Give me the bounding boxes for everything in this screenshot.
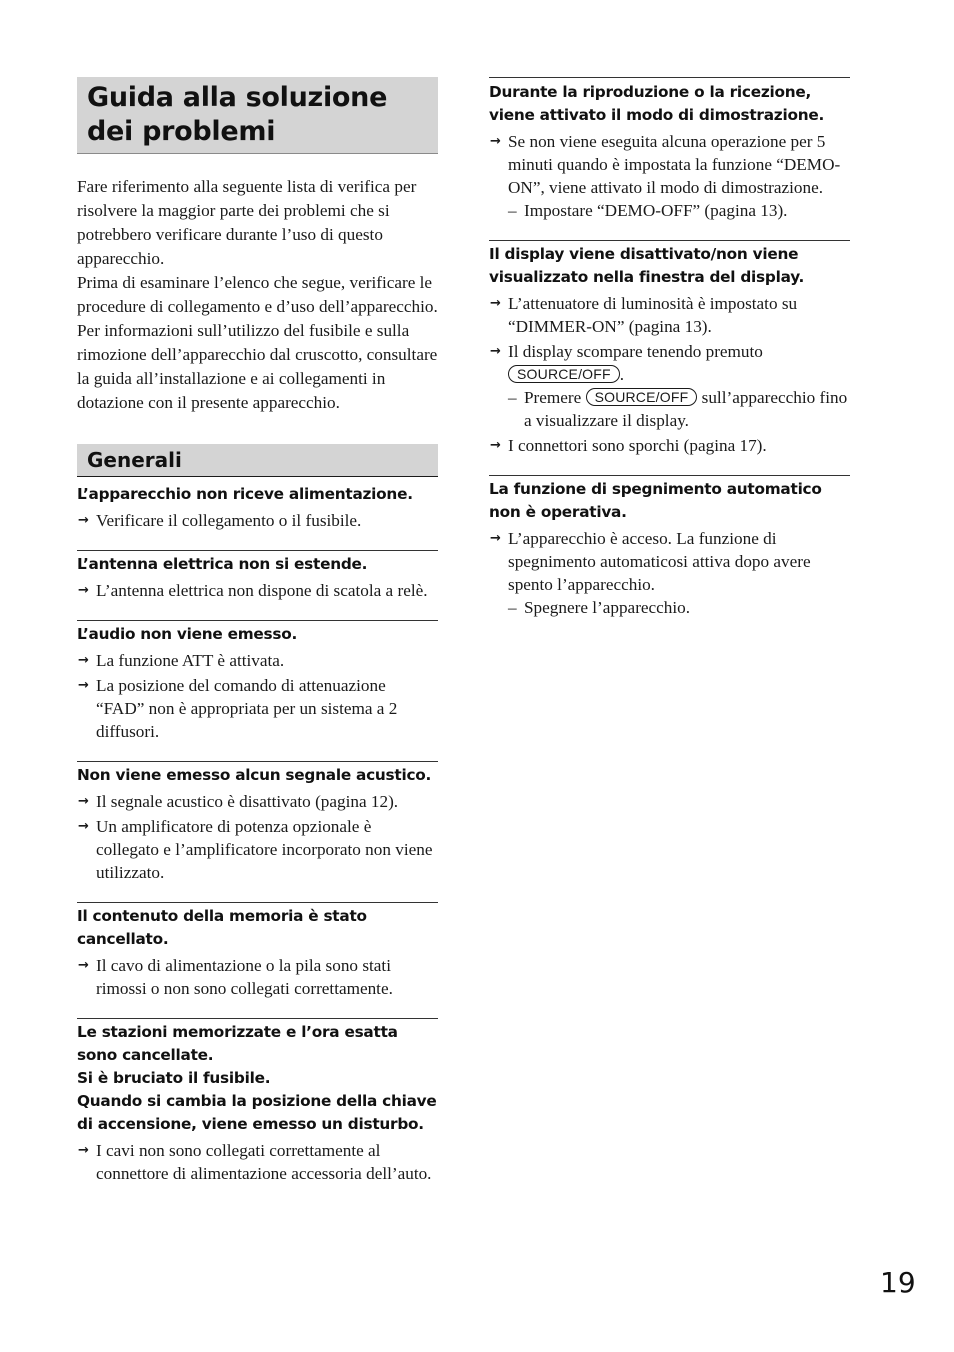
arrow-icon: → xyxy=(78,678,89,693)
solution-item xyxy=(77,509,438,532)
solution-text: . xyxy=(619,365,625,384)
page-title: Guida alla soluzione dei problemi xyxy=(87,82,388,147)
arrow-icon: → xyxy=(78,958,89,973)
solution-item xyxy=(77,790,438,813)
arrow-icon: → xyxy=(78,1143,89,1158)
sub-solution-text: Premere xyxy=(524,388,582,407)
arrow-icon: → xyxy=(490,344,501,359)
problem-block xyxy=(489,475,850,619)
solution-item xyxy=(489,434,850,457)
problem-heading: L’audio non viene emesso. xyxy=(77,625,298,643)
solution-item xyxy=(77,815,438,884)
arrow-icon: → xyxy=(78,583,89,598)
sub-solution-text: Impostare “DEMO-OFF” (pagina 13). xyxy=(524,201,788,220)
solution-item xyxy=(77,649,438,672)
arrow-icon: → xyxy=(78,794,89,809)
solution-text: I connettori sono sporchi (pagina 17). xyxy=(508,436,767,455)
solution-item xyxy=(77,954,438,1000)
problem-heading: La funzione di spegnimento automatico non è operativa. xyxy=(489,480,822,521)
arrow-icon: → xyxy=(490,438,501,453)
problem-heading: Durante la riproduzione o la ricezione, viene attivato il modo di dimostrazione. xyxy=(489,83,825,124)
problem-block xyxy=(489,240,850,457)
problem-heading: Il contenuto della memoria è stato cancellato. xyxy=(77,907,367,948)
problem-heading: Le stazioni memorizzate e l’ora esatta sono cancellate. xyxy=(77,1023,398,1064)
solution-item xyxy=(489,340,850,386)
problem-heading: Quando si cambia la posizione della chiave di accensione, viene emesso un disturbo. xyxy=(77,1092,437,1133)
page-title-box xyxy=(77,77,438,154)
intro-paragraph: Prima di esaminare l’elenco che segue, verificare le procedure di collegamento e d’uso dell’apparecchio. xyxy=(77,273,438,316)
sub-solution-item xyxy=(489,199,850,222)
problem-block xyxy=(77,761,438,884)
dash-marker: – xyxy=(508,598,517,617)
solution-text: L’antenna elettrica non dispone di scatola a relè. xyxy=(96,581,428,600)
problem-block xyxy=(77,550,438,602)
right-column xyxy=(489,77,850,619)
solution-item xyxy=(489,292,850,338)
solution-item xyxy=(489,527,850,596)
sub-solution-text: Spegnere l’apparecchio. xyxy=(524,598,691,617)
solution-text: L’apparecchio è acceso. La funzione di spegnimento automaticosi attiva dopo avere spento l’apparecchio. xyxy=(508,529,811,594)
problem-heading: Il display viene disattivato/non viene visualizzato nella finestra del display. xyxy=(489,245,805,286)
page-number: 19 xyxy=(880,1266,916,1299)
problem-heading: Non viene emesso alcun segnale acustico. xyxy=(77,766,432,784)
section-title: Generali xyxy=(87,448,182,472)
arrow-icon: → xyxy=(78,513,89,528)
sub-solution-item xyxy=(489,386,850,432)
source-off-button: SOURCE/OFF xyxy=(508,365,620,383)
solution-text: Il cavo di alimentazione o la pila sono stati rimossi o non sono collegati correttamente. xyxy=(96,956,393,998)
problem-block xyxy=(77,902,438,1000)
solution-text: I cavi non sono collegati correttamente al connettore di alimentazione accessoria dell’auto. xyxy=(96,1141,432,1183)
problem-block xyxy=(77,620,438,743)
arrow-icon: → xyxy=(490,531,501,546)
solution-item xyxy=(77,1139,438,1185)
source-off-button: SOURCE/OFF xyxy=(586,388,698,406)
solution-item xyxy=(77,674,438,743)
solution-text: La posizione del comando di attenuazione “FAD” non è appropriata per un sistema a 2 diffusori. xyxy=(96,676,398,741)
solution-text: Il display scompare tenendo premuto xyxy=(508,342,763,361)
problem-block xyxy=(489,77,850,222)
solution-item xyxy=(489,130,850,199)
arrow-icon: → xyxy=(490,134,501,149)
dash-marker: – xyxy=(508,388,517,407)
intro-paragraph: Fare riferimento alla seguente lista di verifica per risolvere la maggior parte dei problemi che si potrebbero verificare durante l’uso di questo apparecchio. xyxy=(77,177,417,268)
arrow-icon: → xyxy=(490,296,501,311)
dash-marker: – xyxy=(508,201,517,220)
solution-text: L’attenuatore di luminosità è impostato su “DIMMER-ON” (pagina 13). xyxy=(508,294,798,336)
left-column xyxy=(77,77,438,1185)
problem-block xyxy=(77,483,438,532)
solution-text: Il segnale acustico è disattivato (pagina 12). xyxy=(96,792,399,811)
intro xyxy=(77,175,438,415)
problem-block xyxy=(77,1018,438,1185)
solution-text: Verificare il collegamento o il fusibile. xyxy=(96,511,362,530)
arrow-icon: → xyxy=(78,819,89,834)
arrow-icon: → xyxy=(78,653,89,668)
problem-heading: Si è bruciato il fusibile. xyxy=(77,1069,271,1087)
solution-text: Se non viene eseguita alcuna operazione per 5 minuti quando è impostata la funzione “DEMO-ON”, viene attivato il modo di dimostrazione. xyxy=(508,132,841,197)
problem-heading: L’antenna elettrica non si estende. xyxy=(77,555,368,573)
problem-heading: L’apparecchio non riceve alimentazione. xyxy=(77,485,413,503)
sub-solution-text: sull’apparecchio fino a visualizzare il display. xyxy=(524,388,848,430)
intro-paragraph: Per informazioni sull’utilizzo del fusibile e sulla rimozione dell’apparecchio dal cruscotto, consultare la guida all’installazione e ai collegamenti in dotazione con il presente apparecchio. xyxy=(77,321,438,412)
sub-solution-item xyxy=(489,596,850,619)
section-header xyxy=(77,444,438,477)
solution-text: Un amplificatore di potenza opzionale è collegato e l’amplificatore incorporato non viene utilizzato. xyxy=(96,817,433,882)
solution-text: La funzione ATT è attivata. xyxy=(96,651,285,670)
solution-item xyxy=(77,579,438,602)
